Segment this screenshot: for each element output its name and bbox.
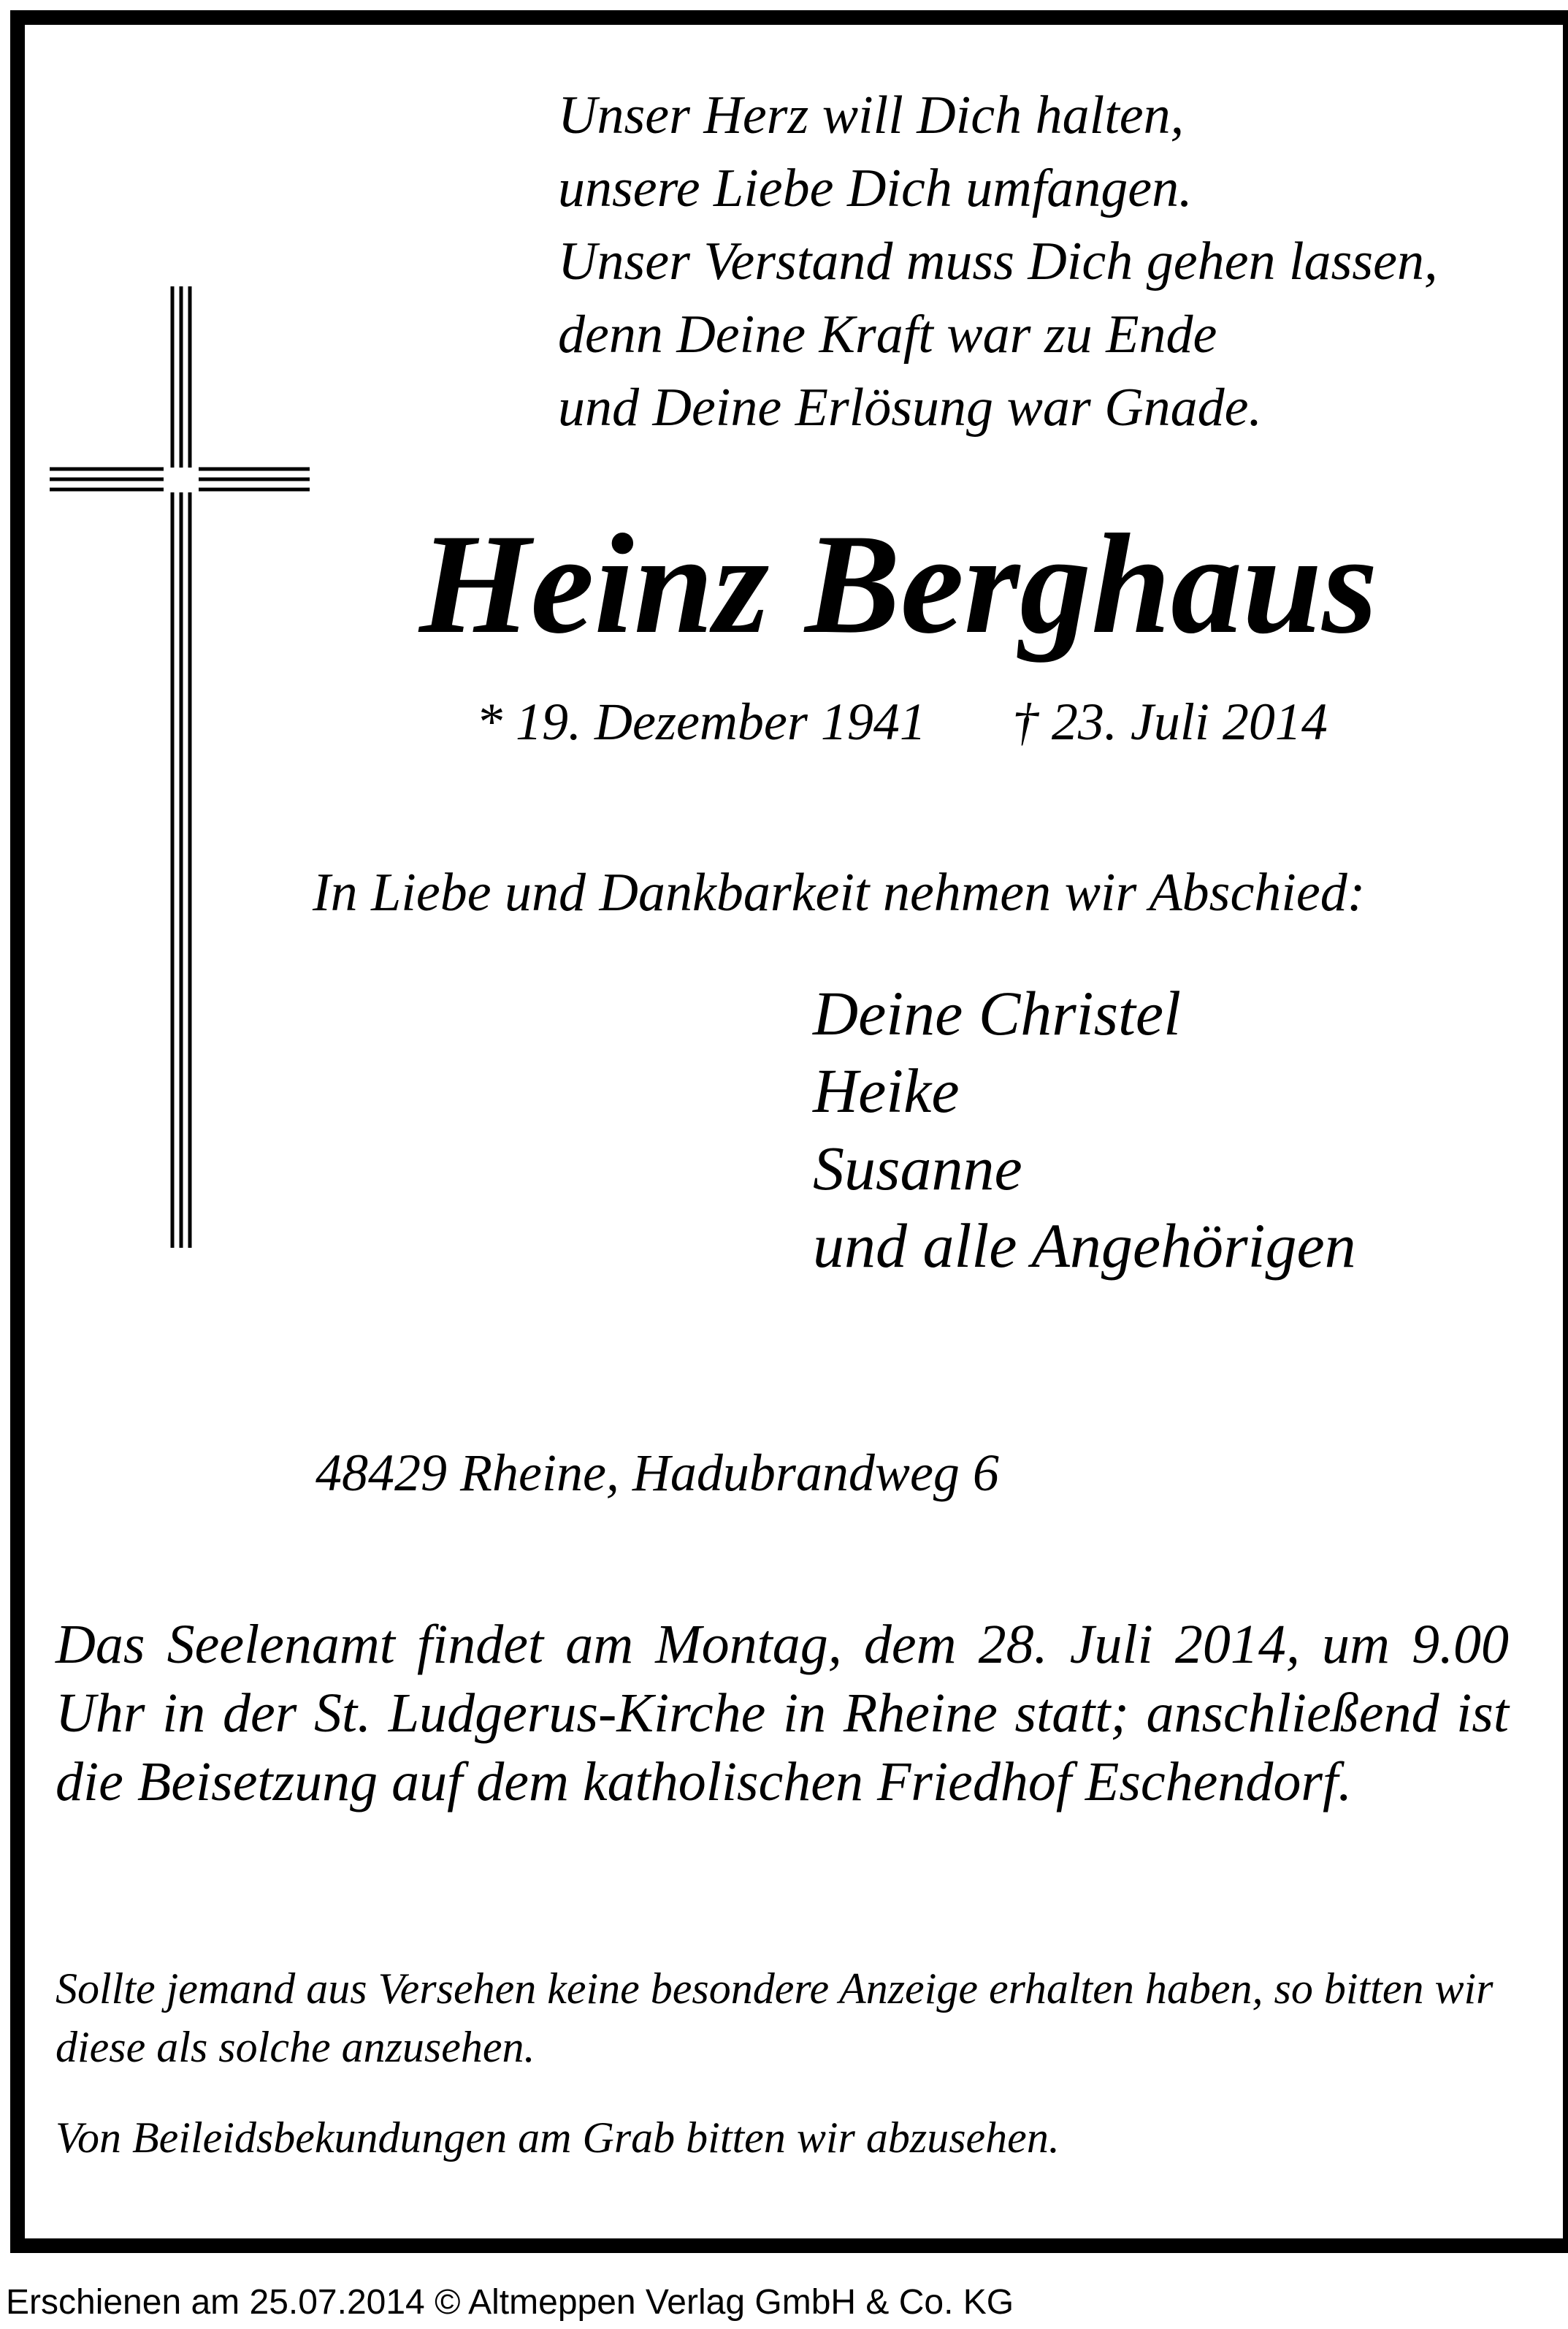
poem-line: und Deine Erlösung war Gnade. (558, 378, 1262, 438)
birth-date: * 19. Dezember 1941 (476, 693, 926, 751)
publication-footer: Erschienen am 25.07.2014 © Altmeppen Verlag GmbH & Co. KG (6, 2283, 1014, 2322)
mourners-list (813, 975, 1356, 1284)
mourner-name: Heike (813, 1056, 960, 1126)
farewell-statement: In Liebe und Dankbarkeit nehmen wir Abschied: (313, 863, 1366, 923)
poem-line: denn Deine Kraft war zu Ende (558, 305, 1217, 365)
poem-line: unsere Liebe Dich umfangen. (558, 159, 1193, 218)
mourner-name: Susanne (813, 1133, 1022, 1203)
death-date: † 23. Juli 2014 (1011, 693, 1328, 751)
deceased-name: Heinz Berghaus (419, 505, 1378, 663)
condolence-request: Von Beileidsbekundungen am Grab bitten wir abzusehen. (56, 2113, 1060, 2162)
mourner-name: und alle Angehörigen (813, 1211, 1356, 1281)
notice-text: Sollte jemand aus Versehen keine besondere Anzeige erhalten haben, so bitten wir diese als solche anzusehen. (56, 1964, 1494, 2071)
family-address: 48429 Rheine, Hadubrandweg 6 (315, 1444, 999, 1502)
poem-line: Unser Herz will Dich halten, (558, 85, 1185, 145)
mourner-name: Deine Christel (813, 978, 1181, 1048)
life-dates (476, 685, 1328, 758)
funeral-service-info: Das Seelenamt findet am Montag, dem 28. Juli 2014, um 9.00 Uhr in der St. Ludgerus-Kirche in Rheine statt; anschließend ist die Beisetzung auf dem katholischen Friedhof Eschendorf. (56, 1614, 1509, 1812)
memorial-poem (558, 79, 1437, 444)
cross-icon (50, 286, 310, 1248)
poem-line: Unser Verstand muss Dich gehen lassen, (558, 232, 1438, 291)
